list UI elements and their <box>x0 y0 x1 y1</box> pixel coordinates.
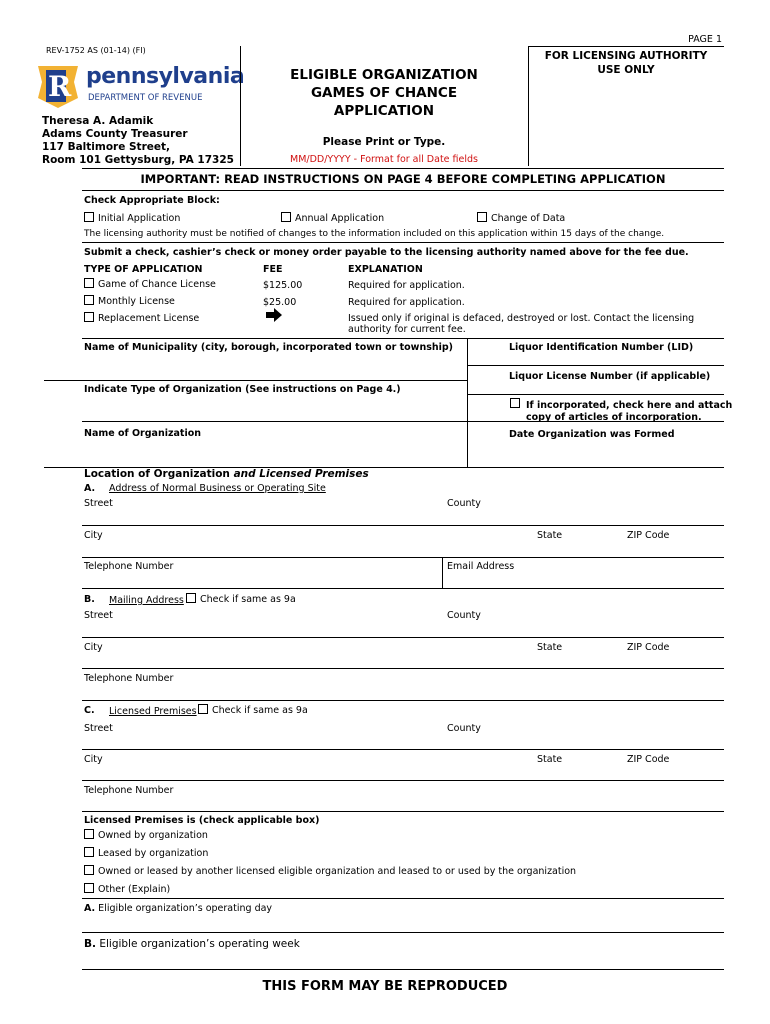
telephone-label: Telephone Number <box>84 561 174 572</box>
licensed-premises-label: Licensed Premises <box>109 706 197 717</box>
col-type-header: TYPE OF APPLICATION <box>84 264 203 275</box>
checkbox[interactable] <box>84 865 94 875</box>
mailing-address-label: Mailing Address <box>109 595 184 606</box>
annual-application-option[interactable]: Annual Application <box>281 212 384 224</box>
check-block-label: Check Appropriate Block: <box>84 195 220 206</box>
telephone-label: Telephone Number <box>84 785 174 796</box>
divider <box>82 190 724 191</box>
date-formed-label: Date Organization was Formed <box>509 429 675 440</box>
fee-explanation: Issued only if original is defaced, destroyed or lost. Contact the licensing authority for current fee. <box>348 313 695 335</box>
org-type-label: Indicate Type of Organization (See instructions on Page 4.) <box>84 384 401 395</box>
operating-day-label: A. Eligible organization’s operating day <box>84 903 273 914</box>
col-fee-header: FEE <box>263 264 283 275</box>
svg-text:R: R <box>48 70 72 103</box>
divider <box>82 168 724 169</box>
checkbox[interactable] <box>84 847 94 857</box>
divider <box>82 780 724 781</box>
lid-label: Liquor Identification Number (LID) <box>509 342 694 353</box>
checkbox[interactable] <box>84 278 94 288</box>
form-title: ELIGIBLE ORGANIZATION GAMES OF CHANCE APPLICATION <box>290 67 478 119</box>
telephone-label: Telephone Number <box>84 673 174 684</box>
checkbox[interactable] <box>477 212 487 222</box>
divider <box>82 421 724 422</box>
state-label: State <box>537 530 563 541</box>
email-label: Email Address <box>447 561 515 572</box>
divider <box>82 242 724 243</box>
divider <box>82 969 724 970</box>
county-label: County <box>447 723 481 734</box>
incorporated-checkbox[interactable] <box>510 398 520 408</box>
checkbox[interactable] <box>84 212 94 222</box>
divider <box>82 637 724 638</box>
address-a-label: Address of Normal Business or Operating Site <box>109 483 326 494</box>
divider <box>82 700 724 701</box>
arrow-right-icon <box>266 307 282 326</box>
checkbox[interactable] <box>84 829 94 839</box>
divider <box>467 338 468 468</box>
fee-row-replacement[interactable]: Replacement License <box>84 312 199 324</box>
incorporated-label: If incorporated, check here and attach copy of articles of incorporation. <box>526 400 733 423</box>
county-label: County <box>447 610 481 621</box>
divider <box>442 557 443 588</box>
premises-another-org-option[interactable]: Owned or leased by another licensed eligible organization and leased to or used by the organization <box>84 865 576 877</box>
operating-week-label: B. Eligible organization’s operating week <box>84 938 300 950</box>
initial-application-option[interactable]: Initial Application <box>84 212 180 224</box>
fee-row-game-of-chance[interactable]: Game of Chance License <box>84 278 216 290</box>
city-label: City <box>84 530 103 541</box>
zip-label: ZIP Code <box>627 530 670 541</box>
zip-label: ZIP Code <box>627 754 670 765</box>
print-note: Please Print or Type. <box>322 136 446 148</box>
premises-heading: Licensed Premises is (check applicable box) <box>84 815 320 826</box>
divider <box>82 668 724 669</box>
treasurer-address: Theresa A. Adamik Adams County Treasurer 117 Baltimore Street, Room 101 Gettysburg, PA 17325 <box>42 115 234 166</box>
date-format-note: MM/DD/YYYY - Format for all Date fields <box>290 154 478 165</box>
street-label: Street <box>84 610 113 621</box>
divider <box>82 557 724 558</box>
section-letter: A. <box>84 483 96 494</box>
divider <box>82 811 724 812</box>
logo-name: pennsylvania <box>86 64 245 89</box>
divider <box>467 365 724 366</box>
important-note: IMPORTANT: READ INSTRUCTIONS ON PAGE 4 BEFORE COMPLETING APPLICATION <box>140 172 666 186</box>
location-heading: Location of Organization and Licensed Premises <box>84 468 369 480</box>
change-notice: The licensing authority must be notified of changes to the information included on this application within 15 days of the change. <box>84 229 665 239</box>
premises-leased-option[interactable]: Leased by organization <box>84 847 208 859</box>
checkbox[interactable] <box>84 295 94 305</box>
divider <box>82 525 724 526</box>
footer-note: THIS FORM MAY BE REPRODUCED <box>262 979 508 994</box>
divider <box>82 749 724 750</box>
liquor-license-label: Liquor License Number (if applicable) <box>509 371 711 382</box>
fee-explanation: Required for application. <box>348 280 465 291</box>
fee-value: $125.00 <box>263 280 303 291</box>
checkbox[interactable] <box>186 593 196 603</box>
state-label: State <box>537 754 563 765</box>
divider <box>467 394 724 395</box>
section-letter: B. <box>84 594 95 605</box>
divider <box>82 932 724 933</box>
zip-label: ZIP Code <box>627 642 670 653</box>
divider <box>44 380 467 381</box>
fee-row-monthly[interactable]: Monthly License <box>84 295 175 307</box>
same-as-9a-option[interactable]: Check if same as 9a <box>186 593 296 605</box>
city-label: City <box>84 642 103 653</box>
street-label: Street <box>84 498 113 509</box>
col-explanation-header: EXPLANATION <box>348 264 423 275</box>
org-name-label: Name of Organization <box>84 428 201 439</box>
checkbox[interactable] <box>84 312 94 322</box>
street-label: Street <box>84 723 113 734</box>
change-of-data-option[interactable]: Change of Data <box>477 212 565 224</box>
logo-subtitle: DEPARTMENT OF REVENUE <box>88 93 203 103</box>
premises-owned-option[interactable]: Owned by organization <box>84 829 208 841</box>
licensing-authority-box: FOR LICENSING AUTHORITY USE ONLY <box>544 50 708 76</box>
fee-value: $25.00 <box>263 297 297 308</box>
section-letter: C. <box>84 705 95 716</box>
form-id: REV-1752 AS (01-14) (FI) <box>46 46 146 55</box>
pa-keystone-logo-icon <box>36 62 80 110</box>
divider <box>82 338 724 339</box>
premises-other-option[interactable]: Other (Explain) <box>84 883 170 895</box>
same-as-9a-option[interactable]: Check if same as 9a <box>198 704 308 716</box>
municipality-label: Name of Municipality (city, borough, incorporated town or township) <box>84 342 454 353</box>
checkbox[interactable] <box>281 212 291 222</box>
checkbox[interactable] <box>198 704 208 714</box>
divider <box>82 898 724 899</box>
fee-explanation: Required for application. <box>348 297 465 308</box>
page-label: PAGE 1 <box>688 34 722 45</box>
city-label: City <box>84 754 103 765</box>
divider <box>528 46 724 47</box>
state-label: State <box>537 642 563 653</box>
county-label: County <box>447 498 481 509</box>
checkbox[interactable] <box>84 883 94 893</box>
submit-note: Submit a check, cashier’s check or money order payable to the licensing authority named above for the fee due. <box>84 247 689 258</box>
divider <box>82 588 724 589</box>
